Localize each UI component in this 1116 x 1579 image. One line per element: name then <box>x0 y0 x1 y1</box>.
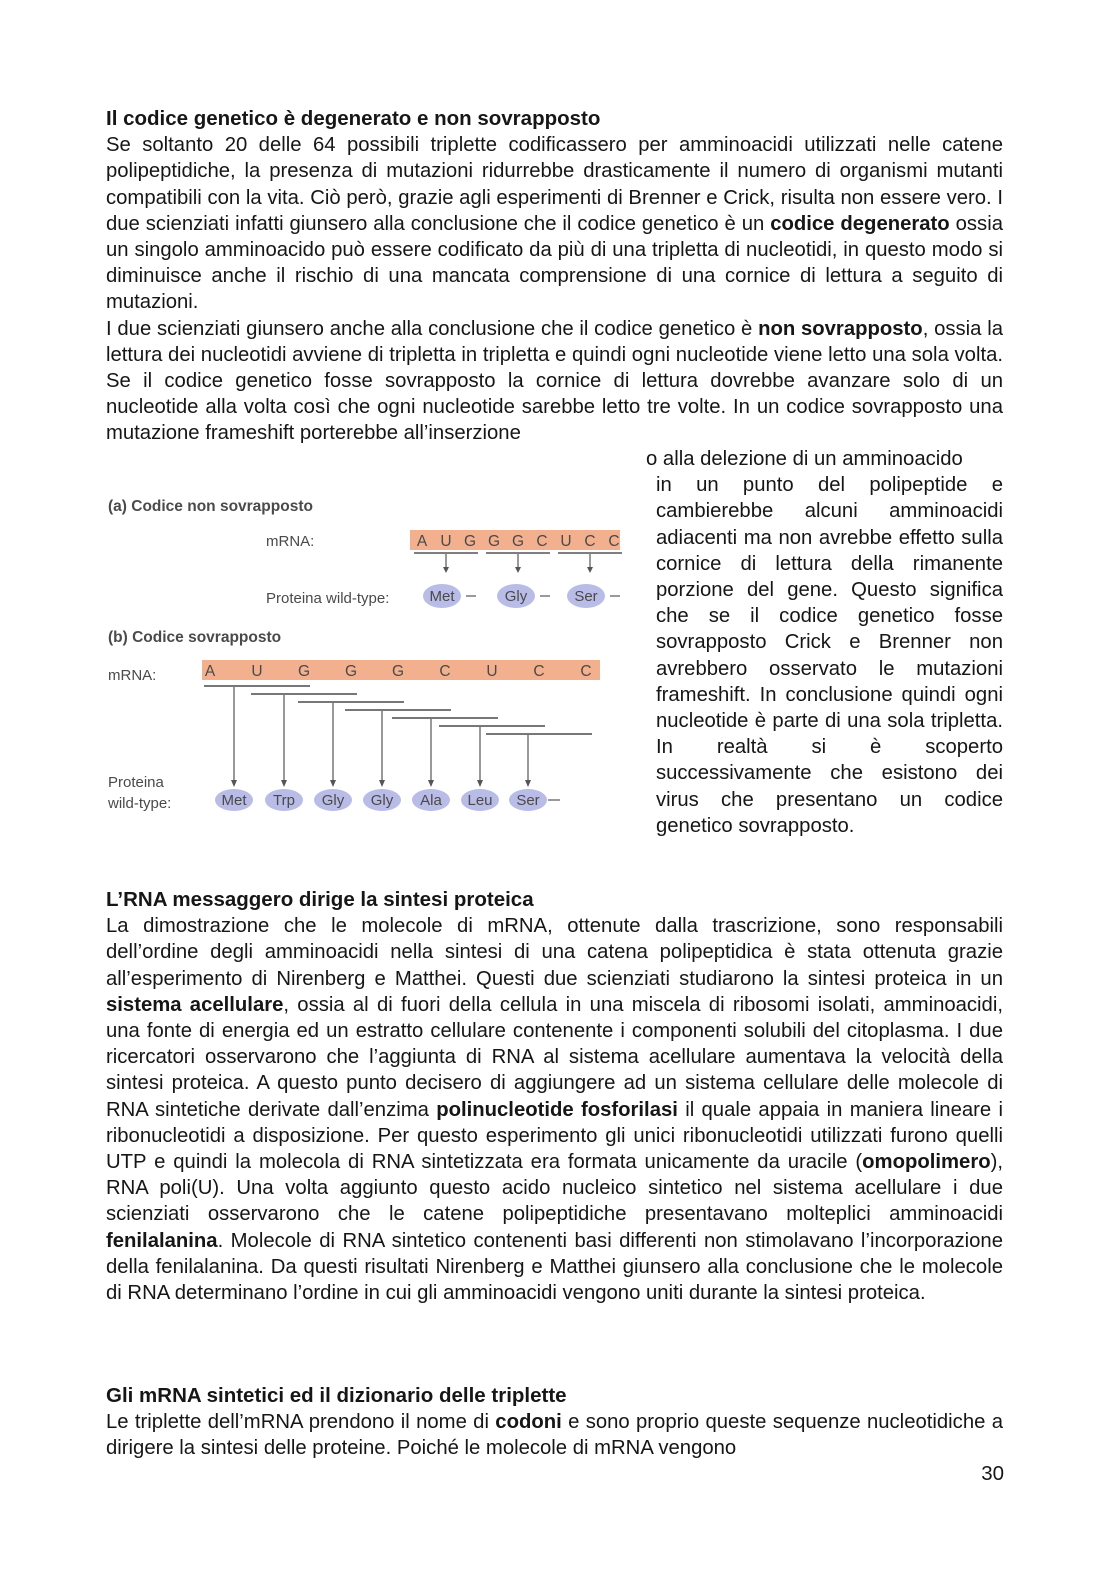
bold-term: sistema acellulare <box>106 993 284 1016</box>
nucleotide-b: U <box>251 663 263 680</box>
paragraph-text: Le triplette dell’mRNA prendono il nome di <box>106 1411 496 1434</box>
bold-term: non sovrapposto <box>758 317 923 340</box>
arrow-head <box>443 567 449 573</box>
section-synthetic-mrna <box>106 1383 1003 1462</box>
nucleotide-a: C <box>584 533 596 550</box>
nucleotide-a: G <box>463 533 477 550</box>
amino-acid-label: Ser <box>574 588 598 605</box>
nucleotide-b: G <box>297 663 311 680</box>
paragraph-text: La dimostrazione che le molecole di mRNA, ottenute dalla trascrizione, sono responsabili dell’ordine degli amminoacidi nella sintesi di una catena polipeptidica è stata ottenuta grazie all’esperimento di Nirenberg e Matthei. Questi due scienziati studiarono la sintesi proteica in un <box>106 915 1003 990</box>
panel-b-protein-label-line2: wild-type: <box>108 795 172 812</box>
paragraph <box>106 132 1003 315</box>
nucleotide-a: G <box>511 533 525 550</box>
amino-acid-label: Gly <box>370 792 394 809</box>
paragraph-text: il quale appaia in maniera lineare i ribonucleotidi a disposizione. Per questo esperimento gli unici ribonucleotidi utilizzati furono quelli UTP e quindi la molecola di RNA sintetizzata era formata unicamente da uracile ( <box>106 1098 1003 1174</box>
bold-term: codice degenerato <box>770 212 950 235</box>
nucleotide-a: U <box>440 533 452 550</box>
bold-term: codoni <box>495 1411 562 1434</box>
amino-acid-label: Met <box>429 588 455 605</box>
nucleotide-b: A <box>204 663 216 680</box>
bold-term: polinucleotide fosforilasi <box>436 1098 678 1121</box>
wrapped-paragraph <box>646 446 1003 839</box>
amino-acid-label: Ser <box>516 792 540 809</box>
arrow-head <box>428 780 434 787</box>
arrow-head <box>330 780 336 787</box>
panel-a-protein-label: Proteina wild-type: <box>266 590 390 607</box>
nucleotide-a: A <box>416 533 428 550</box>
section-degenerate-code <box>106 106 1003 447</box>
section-title: Il codice genetico è degenerato e non sovrapposto <box>106 107 601 130</box>
amino-acid-label: Ala <box>420 792 442 809</box>
amino-acid-label: Gly <box>321 792 345 809</box>
nucleotide-a: C <box>536 533 548 550</box>
arrow-head <box>379 780 385 787</box>
arrow-head <box>587 567 593 573</box>
amino-acid-label: Met <box>221 792 247 809</box>
amino-acid-label: Gly <box>504 588 528 605</box>
nucleotide-b: G <box>344 663 358 680</box>
nucleotide-a: C <box>608 533 620 550</box>
panel-b-title: (b) Codice sovrapposto <box>108 629 282 646</box>
paragraph-text: . Molecole di RNA sintetico contenenti basi differenti non stimolavano l’incorporazione della fenilalanina. Da questi risultati Nirenberg e Matthei giunsero alla conclusione che le molecole di RNA determinano l’ordine in cui gli amminoacidi vengono uniti durante la sintesi proteica. <box>106 1229 1003 1305</box>
page-number: 30 <box>981 1462 1004 1485</box>
panel-b-mrna-label: mRNA: <box>108 667 157 684</box>
amino-acid-label: Trp <box>273 792 295 809</box>
section-title: Gli mRNA sintetici ed il dizionario delle triplette <box>106 1384 567 1407</box>
arrow-head <box>281 780 287 787</box>
nucleotide-a: U <box>560 533 572 550</box>
nucleotide-b: U <box>486 663 498 680</box>
panel-a-mrna-label: mRNA: <box>266 533 315 550</box>
paragraph-text: Se soltanto 20 delle 64 possibili triplette codificassero per amminoacidi utilizzati nelle catene polipeptidiche, la presenza di mutazioni ridurrebbe drasticamente il numero di organismi mutanti compatibili con la vita. Ciò però, grazie agli esperimenti di Brenner e Crick, risulta non essere vero. I due scienziati infatti giunsero alla conclusione che il codice genetico è un <box>106 134 1003 235</box>
bold-term: fenilalanina <box>106 1229 218 1252</box>
section-title: L’RNA messaggero dirige la sintesi proteica <box>106 888 534 911</box>
panel-b-protein-label-line1: Proteina <box>108 774 164 791</box>
paragraph-text: in un punto del polipeptide e cambierebbe alcuni amminoacidi adiacenti ma non avrebbe effetto sulla cornice di lettura della rimanente porzione del gene. Questo significa che se il codice genetico fosse sovrapposto Crick e Brenner non avrebbero osservato le mutazioni frameshift. In conclusione quindi ogni nucleotide è parte di una sola tripletta. In realtà si è scoperto successivamente che esistono dei virus che presentano un codice genetico sovrapposto. <box>656 474 1003 837</box>
panel-a-title: (a) Codice non sovrapposto <box>108 498 313 515</box>
paragraph-text: ossia un singolo amminoacido può essere codificato da più di una tripletta di nucleotidi, in questo modo si diminuisce anche il rischio di una mancata comprensione di una cornice di lettura a seguito di mutazioni. <box>106 212 1003 314</box>
nucleotide-b: G <box>391 663 405 680</box>
paragraph-text: e sono proprio queste sequenze nucleotidiche a dirigere la sintesi delle proteine. Poiché le molecole di mRNA vengono <box>106 1411 1003 1460</box>
paragraph <box>106 1409 1003 1461</box>
arrow-head <box>231 780 237 787</box>
paragraph-text: , ossia al di fuori della cellula in una miscela di ribosomi isolati, amminoacidi, una fonte di energia ed un estratto cellulare contenente i componenti solubili del citoplasma. I due ricercatori osservarono che l’aggiunta di RNA al sistema acellulare aumentava la velocità della sintesi proteica. A questo punto decisero di aggiungere ad un sistema cellulare delle molecole di RNA sintetiche derivate dall’enzima <box>106 993 1003 1121</box>
figure-svg <box>104 490 630 826</box>
nucleotide-a: G <box>487 533 501 550</box>
paragraph-text: ), RNA poli(U). Una volta aggiunto questo acido nucleico sintetico nel sistema acellulare i due scienziati osservarono che le catene polipeptidiche presentavano molteplici amminoacidi <box>106 1151 1003 1226</box>
amino-acid-label: Leu <box>467 792 493 809</box>
paragraph-text: , ossia la lettura dei nucleotidi avviene di tripletta in tripletta e quindi ogni nucleotide viene letto una sola volta. Se il codice genetico fosse sovrapposto la cornice di lettura dovrebbe avanzare solo di un nucleotide alla volta così che ogni nucleotide sarebbe letto tre volte. In un codice sovrapposto una mutazione frameshift porterebbe all’inserzione <box>106 317 1003 445</box>
paragraph <box>106 316 1003 447</box>
arrow-head <box>515 567 521 573</box>
bold-term: omopolimero <box>862 1151 991 1174</box>
arrow-head <box>525 780 531 787</box>
nucleotide-b: C <box>533 663 545 680</box>
paragraph-text: I due scienziati giunsero anche alla conclusione che il codice genetico è <box>106 317 759 340</box>
paragraph-text: o alla delezione di un amminoacido <box>646 448 963 470</box>
nucleotide-b: C <box>580 663 592 680</box>
codon-reading-figure <box>104 490 630 826</box>
section-mrna-directs-synthesis <box>106 887 1003 1306</box>
arrow-head <box>477 780 483 787</box>
nucleotide-b: C <box>439 663 451 680</box>
paragraph <box>106 913 1003 1306</box>
